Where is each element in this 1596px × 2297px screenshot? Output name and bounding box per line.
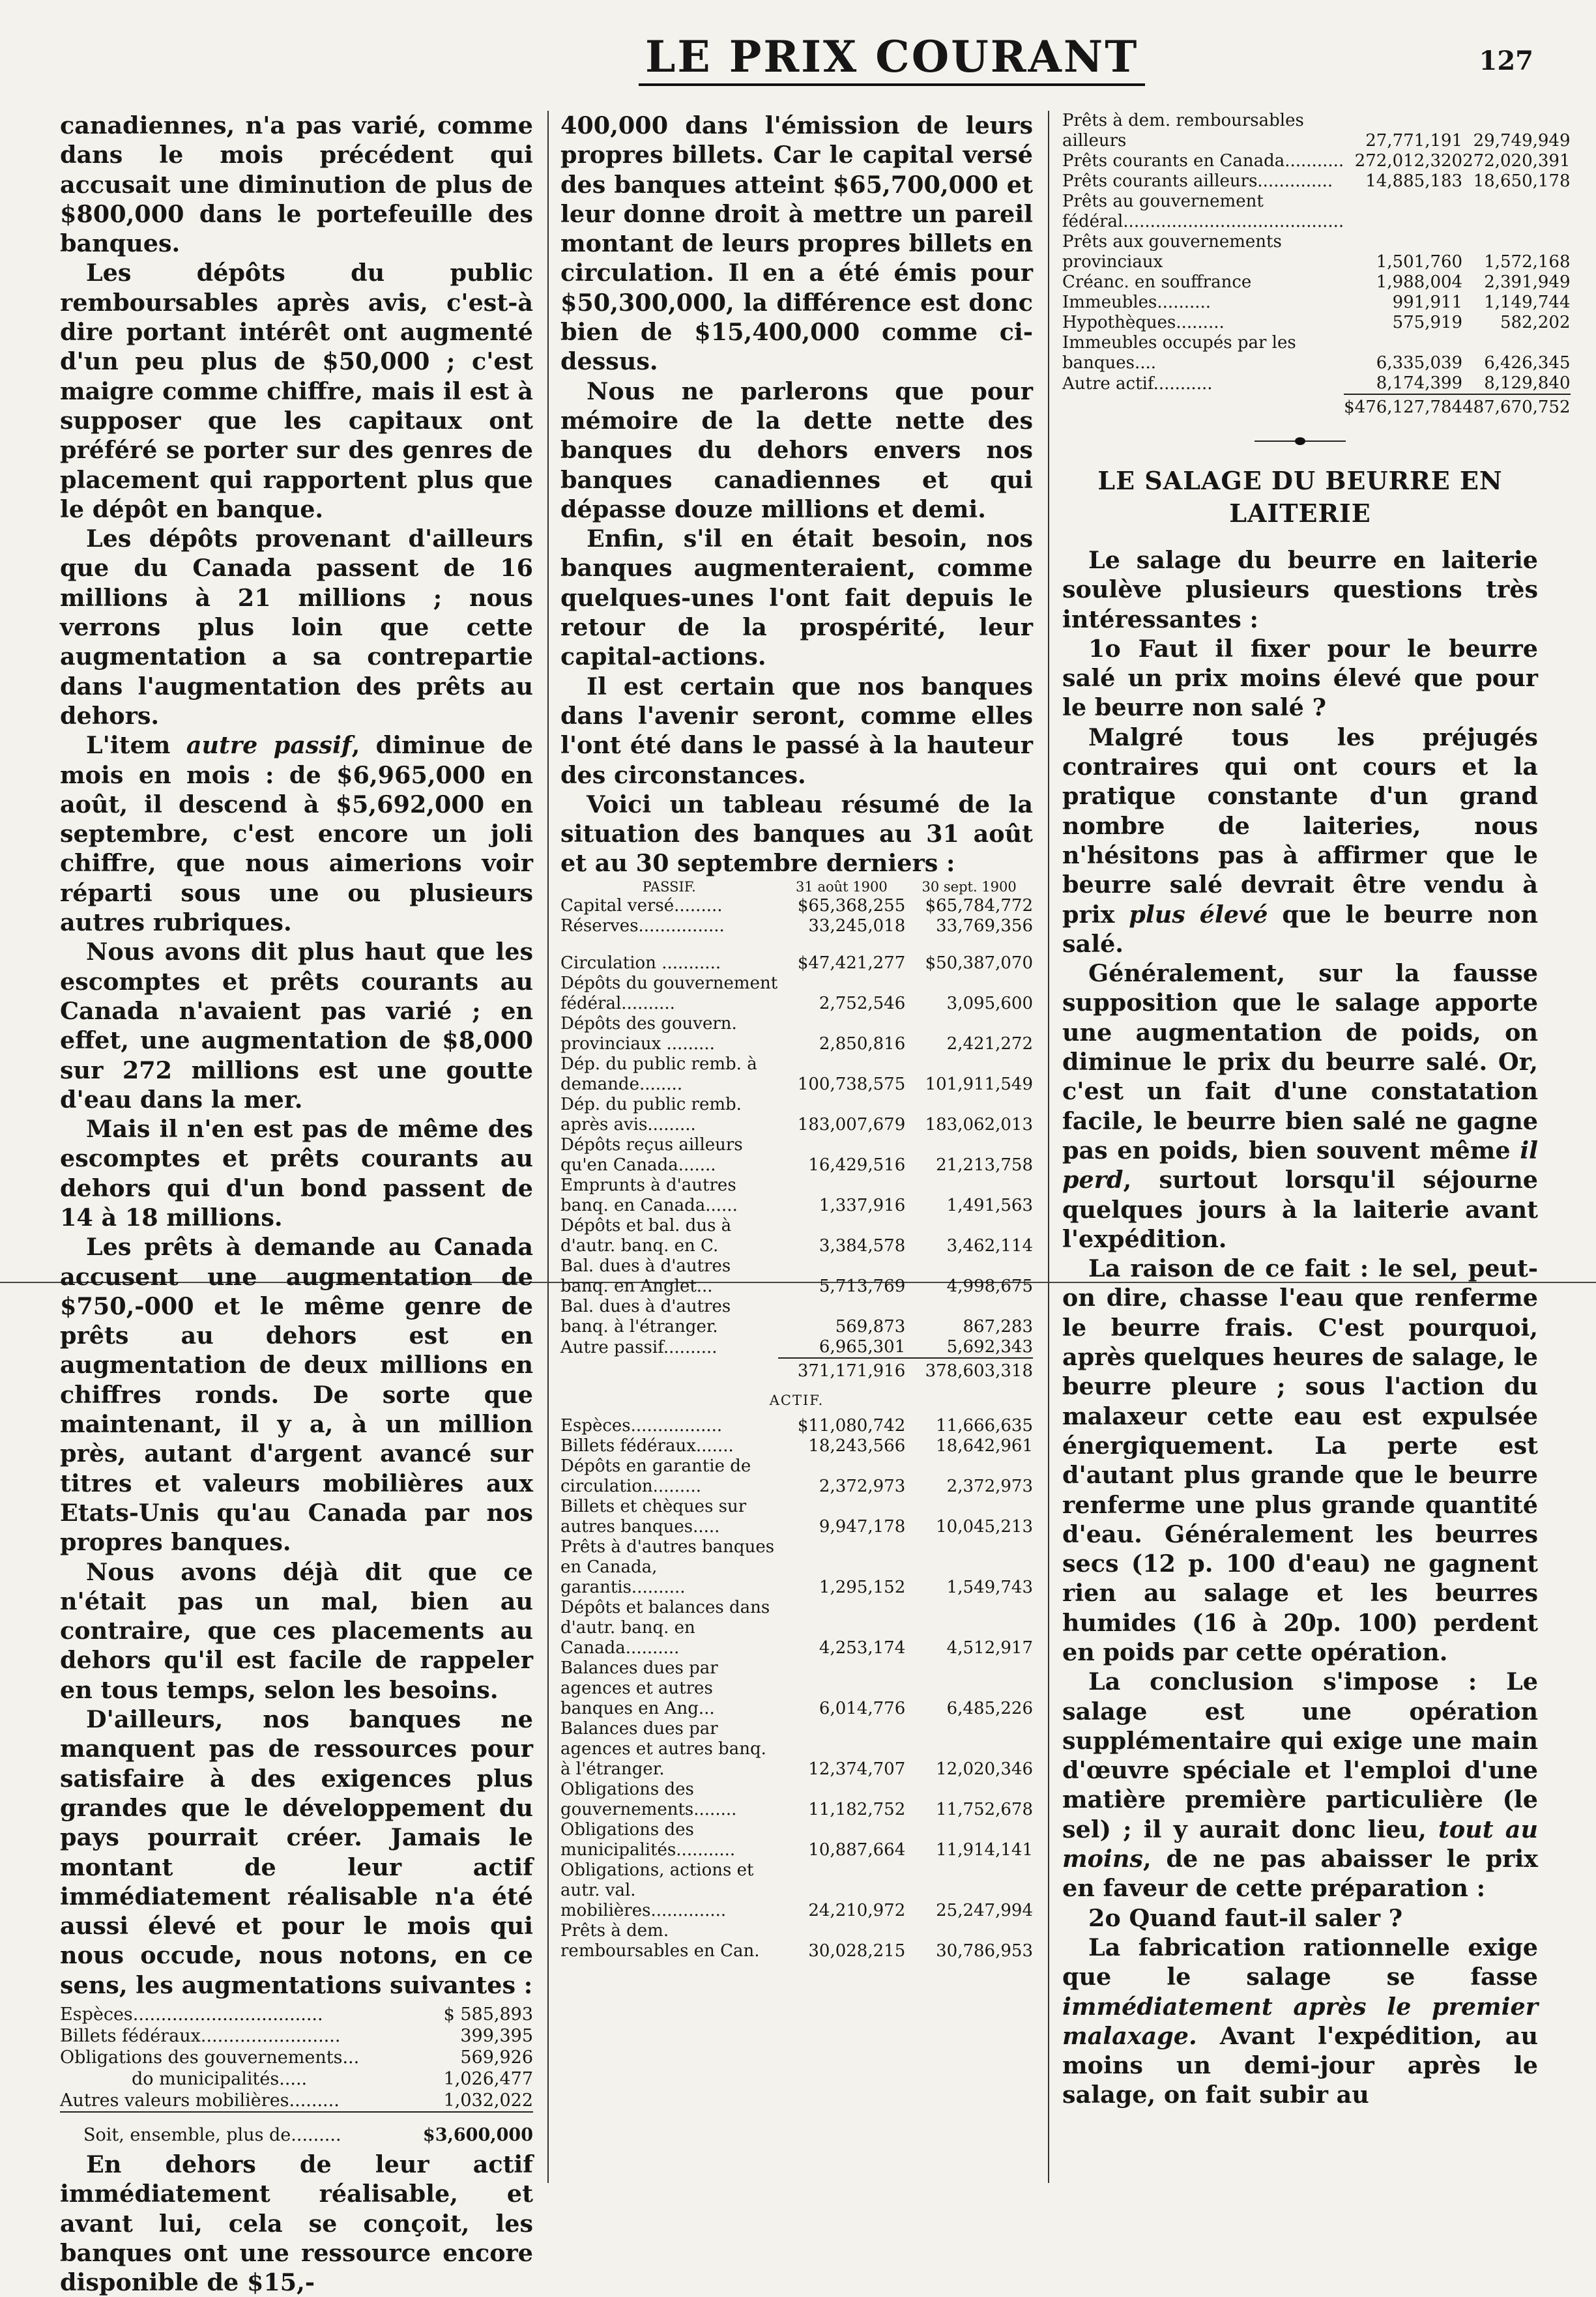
table-row: [1062, 293, 1571, 313]
row-value: 4,512,917: [946, 1638, 1033, 1658]
table-row: [560, 1537, 1033, 1598]
row-value: 21,213,758: [936, 1155, 1033, 1175]
row-value: 1,549,743: [946, 1577, 1033, 1597]
row-label: Dépôts reçus ailleurs qu'en Canada.......: [560, 1134, 743, 1175]
row-value: 12,020,346: [936, 1759, 1033, 1779]
row-value: 1,491,563: [946, 1195, 1033, 1215]
table-row: [560, 1095, 1033, 1135]
paragraph: Les dépôts du public remboursables après avis, c'est-à dire portant intérêt ont augmenté d'un peu plus de $50,000 ; c'est maigre comme chiffre, mais il est à supposer que les capitaux ont préféré se porter sur des genres de placement qui rapportent plus que le dépôt en banque.: [60, 259, 533, 523]
row-value: 24,210,972: [808, 1900, 906, 1920]
table-row: [560, 1014, 1033, 1054]
paragraph: 400,000 dans l'émission de leurs propres billets. Car le capital versé des banques atteint $65,700,000 et leur donne droit à mettre un pareil montant de leurs propres billets en circulation. Il en a été émis pour $50,300,000, la différence est donc bien de $15,400,000 comme ci-dessus.: [560, 111, 1033, 376]
row-value: 272,020,391: [1462, 151, 1571, 171]
table-row: [560, 896, 1033, 916]
row-label: Prêts à d'autres banques en Canada, garantis..........: [560, 1537, 775, 1597]
row-value: 6,014,776: [819, 1698, 906, 1718]
row-value: $47,421,277: [797, 953, 906, 973]
row-value: 2,391,949: [1484, 272, 1571, 292]
ornament-divider: [1255, 436, 1346, 446]
row-value: 27,771,191: [1365, 131, 1463, 151]
paragraph: La conclusion s'impose : Le salage est une opération supplémentaire qui exige une main d'œuvre spéciale et l'emploi d'une matière première particulière (le sel) ; il y aurait donc lieu, tout au moins, de ne pas abaisser le prix en faveur de cette préparation :: [1062, 1668, 1538, 1903]
paragraph: Il est certain que nos banques dans l'avenir seront, comme elles l'ont été dans le passé à la hauteur des circonstances.: [560, 672, 1033, 789]
row-label: Réserves................: [560, 916, 725, 936]
table-row: [560, 1256, 1033, 1297]
article-heading: LE SALAGE DU BEURRE EN LAITERIE: [1097, 466, 1503, 528]
paragraph: Nous ne parlerons que pour mémoire de la dette nette des banques du dehors envers nos banques canadiennes et qui dépasse douze millions et demi.: [560, 377, 1033, 523]
row-value: 3,462,114: [946, 1235, 1033, 1256]
row-value: 18,243,566: [808, 1436, 906, 1456]
row-label: Dépôts et bal. dus à d'autr. banq. en C.: [560, 1215, 732, 1256]
row-label: Billets fédéraux.......: [560, 1436, 734, 1456]
table-row: [560, 1216, 1033, 1256]
row-value: 14,885,183: [1365, 171, 1463, 191]
table-row: [1062, 111, 1571, 151]
row-value: 18,650,178: [1473, 171, 1571, 191]
paragraph: Les prêts à demande au Canada accusent une augmentation de $750,-000 et le même genre de prêts au dehors est en augmentation de deux millions en chiffres ronds. De sorte que maintenant, il y a, à un million près, autant d'argent avancé sur titres et valeurs mobilières aux Etats-Unis qu'au Canada par nos propres banques.: [60, 1233, 533, 1557]
table-row: do municipalités..... 1,026,477: [132, 2069, 533, 2089]
table-row: [560, 1780, 1033, 1820]
row-label: Autre passif..........: [560, 1337, 718, 1357]
paragraph: Voici un tableau résumé de la situation des banques au 31 août et au 30 septembre derniers :: [560, 790, 1033, 878]
column-rule: [547, 111, 549, 2183]
table-row: [560, 974, 1033, 1014]
table-row: [560, 1337, 1033, 1358]
increases-table: [60, 2004, 533, 2146]
paragraph: 1o Faut il fixer pour le beurre salé un prix moins élevé que pour le beurre non salé ?: [1062, 634, 1538, 722]
table-row: [560, 1456, 1033, 1497]
row-label: Capital versé.........: [560, 895, 723, 916]
row-value: 569,873: [835, 1316, 906, 1336]
row-label: Dépôts des gouvern. provinciaux .........: [560, 1013, 737, 1054]
row-value: 11,666,635: [936, 1415, 1033, 1436]
row-value: 2,752,546: [819, 993, 906, 1013]
journal-title: LE PRIX COURANT: [639, 31, 1145, 86]
masthead: [0, 27, 1596, 99]
row-value: 272,012,320: [1354, 151, 1463, 171]
column-3: [1062, 111, 1571, 2110]
row-value: 11,182,752: [808, 1799, 906, 1819]
italic-term: tout au moins: [1062, 1815, 1538, 1873]
row-value: 867,283: [963, 1316, 1033, 1336]
paragraph: D'ailleurs, nos banques ne manquent pas de ressources pour satisfaire à des exigences plus grandes que le développement du pays pourrait créer. Jamais le montant de leur actif immédiatement réalisable n'a été aussi élevé et pour le mois qui nous occude, nous notons, en ce sens, les augmentations suivantes :: [60, 1705, 533, 1999]
row-value: 6,426,345: [1484, 353, 1571, 373]
row-label: Obligations des municipalités...........: [560, 1819, 736, 1860]
table-row: [1062, 192, 1571, 232]
row-value: 33,245,018: [808, 916, 906, 936]
row-label: Obligations, actions et autr. val. mobilières..............: [560, 1860, 754, 1920]
row-value: 11,752,678: [936, 1799, 1033, 1819]
row-label: Balances dues par agences et autres banques en Ang...: [560, 1658, 718, 1718]
paragraph: Nous avons déjà dit que ce n'était pas un mal, bien au contraire, que ces placements au dehors qu'il est facile de rappeler en tous temps, selon les besoins.: [60, 1557, 533, 1704]
row-label: Billets et chèques sur autres banques.....: [560, 1496, 747, 1537]
row-value: 1,337,916: [819, 1195, 906, 1215]
row-value: 3,384,578: [819, 1235, 906, 1256]
paragraph: Nous avons dit plus haut que les escomptes et prêts courants au Canada n'avaient pas varié ; en effet, une augmentation de $8,000 sur 272 millions est une goutte d'eau dans la mer.: [60, 938, 533, 1114]
row-label: Dépôts en garantie de circulation.........: [560, 1456, 751, 1496]
paragraph: En dehors de leur actif immédiatement réalisable, et avant lui, cela se conçoit, les banques ont une ressource encore disponible de $15,-: [60, 2150, 533, 2297]
table-row: [560, 1297, 1033, 1337]
table-row: [560, 936, 1033, 974]
table-row: [1062, 171, 1571, 192]
row-value: 12,374,707: [808, 1759, 906, 1779]
table-row: [1062, 232, 1571, 272]
row-label: Emprunts à d'autres banq. en Canada......: [560, 1175, 738, 1215]
row-value: 29,749,949: [1473, 131, 1571, 151]
row-value: [1462, 192, 1570, 232]
row-value: 1,572,168: [1484, 252, 1571, 272]
paragraph: La fabrication rationnelle exige que le salage se fasse immédiatement après le premier malaxage. Avant l'expédition, au moins un demi-jour après le salage, on fait subir au: [1062, 1933, 1538, 2109]
table-row: [1062, 313, 1571, 333]
table-header-row: PASSIF. 31 août 1900 30 sept. 1900: [642, 878, 1017, 895]
row-value: 2,421,272: [946, 1033, 1033, 1054]
row-label: Immeubles..........: [1062, 293, 1212, 312]
table-row: [560, 1436, 1033, 1456]
column-rule: [1048, 111, 1049, 2183]
bank-situation-table: [560, 878, 1033, 1961]
row-value: 1,295,152: [819, 1577, 906, 1597]
table-row: [1062, 151, 1571, 171]
row-value: 1,149,744: [1484, 293, 1571, 312]
row-label: Bal. dues à d'autres banq. à l'étranger.: [560, 1296, 731, 1336]
row-value: 4,253,174: [819, 1638, 906, 1658]
table-total-row: $476,127,784 487,670,752: [1062, 394, 1571, 422]
row-label: Prêts courants ailleurs..............: [1062, 171, 1333, 191]
row-value: 582,202: [1500, 313, 1571, 332]
row-value: 10,045,213: [936, 1516, 1033, 1537]
table-row: [560, 916, 1033, 936]
table-row: [560, 1135, 1033, 1176]
row-value: [1344, 192, 1462, 232]
row-value: 100,738,575: [797, 1074, 906, 1094]
row-label: Obligations des gouvernements........: [560, 1779, 737, 1819]
row-label: Créanc. en souffrance: [1062, 272, 1252, 292]
row-label: Prêts au gouvernement fédéral.........................................: [1062, 192, 1344, 231]
table-row: [560, 1820, 1033, 1860]
row-value: 1,501,760: [1376, 252, 1463, 272]
table-row: Autres valeurs mobilières......... 1,032,022: [60, 2090, 533, 2111]
row-label: Circulation ...........: [560, 953, 721, 973]
row-label: Prêts courants en Canada...........: [1062, 151, 1344, 171]
row-value: 6,335,039: [1376, 353, 1463, 373]
row-label: Balances dues par agences et autres banq. à l'étranger.: [560, 1718, 766, 1779]
row-label: Dép. du public remb. après avis.........: [560, 1094, 742, 1134]
row-value: 4,998,675: [946, 1276, 1033, 1296]
table-row: [560, 1658, 1033, 1719]
paragraph: Le salage du beurre en laiterie soulève plusieurs questions très intéressantes :: [1062, 546, 1538, 633]
row-value: 8,129,840: [1484, 373, 1571, 393]
table-row: [560, 1860, 1033, 1921]
row-value: 183,062,013: [925, 1114, 1033, 1134]
italic-term: plus élevé: [1129, 900, 1268, 929]
table-row: [1062, 272, 1571, 293]
table-row: Espèces.................................. $ 585,893: [60, 2004, 533, 2025]
italic-term: il perd: [1062, 1136, 1538, 1194]
row-value: 5,713,769: [819, 1276, 906, 1296]
row-value: 6,485,226: [946, 1698, 1033, 1718]
paragraph: L'item autre passif, diminue de mois en mois : de $6,965,000 en août, il descend à $5,692,000 en septembre, c'est encore un joli chiffre, que nous aimerions voir réparti sous une ou plusieurs autres rubriques.: [60, 731, 533, 937]
row-value: 9,947,178: [819, 1516, 906, 1537]
paragraph: Les dépôts provenant d'ailleurs que du Canada passent de 16 millions à 21 millions ; nous verrons plus loin que cette augmentation a sa contrepartie dans l'augmentation des prêts au dehors.: [60, 525, 533, 730]
table-row: [560, 1416, 1033, 1436]
row-value: 11,914,141: [936, 1840, 1033, 1860]
row-value: 30,786,953: [936, 1941, 1033, 1961]
row-value: 5,692,343: [946, 1336, 1033, 1357]
table-row: [560, 1054, 1033, 1095]
row-value: 25,247,994: [936, 1900, 1033, 1920]
row-value: 3,095,600: [946, 993, 1033, 1013]
row-label: Prêts aux gouvernements provinciaux: [1062, 232, 1282, 272]
row-value: 33,769,356: [936, 916, 1033, 936]
page-number: 127: [1479, 46, 1533, 76]
row-label: Hypothèques.........: [1062, 313, 1225, 332]
paragraph: canadiennes, n'a pas varié, comme dans le mois précédent qui accusait une diminution de plus de $800,000 dans le portefeuille des banques.: [60, 111, 533, 258]
italic-term: immédiatement après le premier malaxage.: [1062, 1992, 1538, 2050]
row-value: 575,919: [1392, 313, 1463, 332]
paragraph: La raison de ce fait : le sel, peut-on dire, chasse l'eau que renferme le beurre frais. C'est pourquoi, après quelques heures de salage, le beurre pleure ; sous l'action du malaxeur cette eau est expulsée énergiquement. La perte est d'autant plus grande que le beurre renferme une plus grande quantité d'eau. Généralement les beurres secs (12 p. 100 d'eau) ne gagnent rien au salage et les beurres humides (16 à 20p. 100) perdent en poids par cette opération.: [1062, 1254, 1538, 1666]
column-2: [560, 111, 1033, 1961]
row-value: 2,372,973: [946, 1476, 1033, 1496]
table-total-row: Soit, ensemble, plus de......... $3,600,000: [60, 2112, 533, 2146]
row-value: 101,911,549: [925, 1074, 1033, 1094]
row-label: Prêts à dem. remboursables en Can.: [560, 1920, 760, 1961]
row-label: Prêts à dem. remboursables ailleurs: [1062, 111, 1304, 151]
paragraph: Mais il n'en est pas de même des escomptes et prêts courants au dehors qui d'un bond passent de 14 à 18 millions.: [60, 1115, 533, 1232]
row-value: $65,784,772: [925, 895, 1033, 916]
table-row: [560, 1497, 1033, 1537]
paragraph: 2o Quand faut-il saler ?: [1088, 1903, 1403, 1932]
table-row: [560, 1598, 1033, 1658]
row-value: 2,850,816: [819, 1033, 906, 1054]
paragraph: Enfin, s'il en était besoin, nos banques augmenteraient, comme quelques-unes l'ont fait depuis le retour de la prospérité, leur capital-actions.: [560, 525, 1033, 671]
row-value: 6,965,301: [819, 1336, 906, 1357]
row-value: 30,028,215: [808, 1941, 906, 1961]
row-label: Autre actif...........: [1062, 374, 1213, 394]
column-1: [60, 111, 533, 2297]
bank-situation-table-continued: [1062, 111, 1571, 422]
italic-term: autre passif: [186, 731, 352, 760]
row-value: 991,911: [1392, 293, 1463, 312]
table-row: Obligations des gouvernements... 569,926: [60, 2047, 533, 2068]
table-row: [1062, 333, 1571, 373]
table-total-row: 371,171,916 378,603,318: [560, 1358, 1033, 1385]
table-row: [560, 1719, 1033, 1780]
paragraph: Malgré tous les préjugés contraires qui ont cours et la pratique constante d'un grand nombre de laiteries, nous n'hésitons pas à affirmer que le beurre salé devrait être vendu à prix plus élevé que le beurre non salé.: [1062, 723, 1538, 958]
section-header-row: ACTIF.: [769, 1392, 824, 1408]
row-label: Dépôts du gouvernement fédéral..........: [560, 973, 778, 1013]
row-label: Dép. du public remb. à demande........: [560, 1054, 757, 1094]
row-label: Dépôts et balances dans d'autr. banq. en Canada..........: [560, 1597, 770, 1658]
row-value: 1,988,004: [1376, 272, 1463, 292]
table-row: [1062, 373, 1571, 394]
row-value: $11,080,742: [797, 1415, 906, 1436]
row-label: Bal. dues à d'autres banq. en Anglet...: [560, 1256, 731, 1296]
row-label: Immeubles occupés par les banques....: [1062, 333, 1296, 373]
row-value: 16,429,516: [808, 1155, 906, 1175]
row-value: 8,174,399: [1376, 373, 1463, 393]
paragraph: Généralement, sur la fausse supposition que le salage apporte une augmentation de poids, on diminue le prix du beurre salé. Or, c'est un fait d'une constatation facile, le beurre bien salé ne gagne pas en poids, bien souvent même il perd, surtout lorsqu'il séjourne quelques jours à la laiterie avant l'expédition.: [1062, 959, 1538, 1253]
row-value: $50,387,070: [925, 953, 1033, 973]
table-row: [560, 1176, 1033, 1216]
table-row: Billets fédéraux......................... 399,395: [60, 2026, 533, 2046]
table-row: [560, 1921, 1033, 1961]
row-value: 18,642,961: [936, 1436, 1033, 1456]
row-value: $65,368,255: [797, 895, 906, 916]
row-label: Espèces.................: [560, 1415, 723, 1436]
row-value: 2,372,973: [819, 1476, 906, 1496]
row-value: 183,007,679: [797, 1114, 906, 1134]
row-value: 10,887,664: [808, 1840, 906, 1860]
